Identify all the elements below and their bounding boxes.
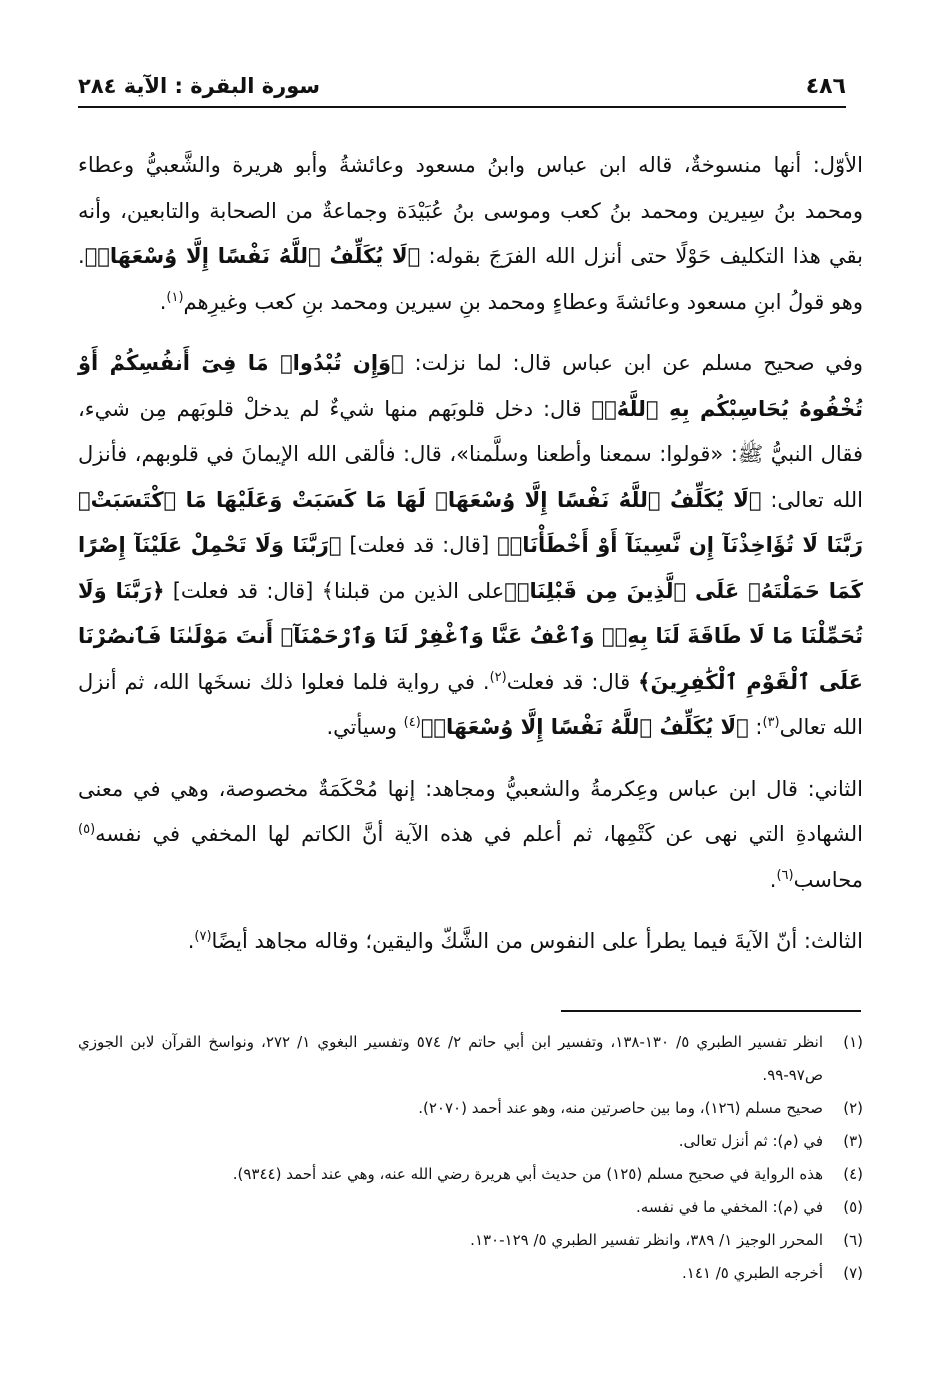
quran-verse: ﴿رَبَّنَا وَلَا تُحَمِّلْنَا مَا لَا طَاقَةَ لَنَا بِهِۦۖ وَٱعْفُ عَنَّا وَٱغْفِرْ لَنَا وَٱرْحَمْنَآۚ أَنتَ مَوْلَىٰنَا فَٱنصُرْنَا عَلَى ٱلْقَوْمِ ٱلْكَٰفِرِينَ﴾ [78,578,864,694]
footnote-text: صحيح مسلم (١٢٦)، وما بين حاصرتين منه، وهو عند أحمد (٢٠٧٠). [418,1099,823,1117]
footnote-item [78,1257,863,1290]
footnote-ref: (٤) [403,715,421,730]
footnote-item [78,1158,863,1191]
text-segment: . [187,929,195,953]
footnote-item [78,1092,863,1125]
page-number: ٤٨٦ [805,73,846,99]
footnote-item [78,1026,863,1092]
paragraph-second-opinion [78,767,863,904]
footnote-item [78,1125,863,1158]
quran-verse: ﴿رَبَّنَا وَلَا تَحْمِلْ عَلَيْنَآ إِصْرًا كَمَا حَمَلْتَهُۥ عَلَى ٱلَّذِينَ مِن قَبْلِنَاۚ﴾ [78,533,863,603]
footnote-text: في (م): المخفي ما في نفسه. [636,1198,823,1216]
text-segment: . [159,289,167,314]
footnote-divider [561,1010,861,1012]
footnote-text: المحرر الوجيز ١/ ٣٨٩، وانظر تفسير الطبري ٥/ ١٢٩-١٣٠. [470,1231,823,1249]
text-segment: : [748,715,763,739]
footnote-ref: (٦) [776,867,794,883]
footnote-item [78,1224,863,1257]
footnote-ref: (٧) [194,929,212,944]
footnote-number: (٥) [843,1198,863,1216]
footnote-ref: (٥) [78,822,96,837]
text-segment: محاسب [793,867,863,892]
footnote-text: هذه الرواية في صحيح مسلم (١٢٥) من حديث أبي هريرة رضي الله عنه، وهي عند أحمد (٩٣٤٤). [232,1165,823,1183]
footnote-text: في (م): ثم أنزل تعالى. [678,1132,823,1150]
footnote-number: (١) [843,1033,863,1051]
text-segment: الثالث: أنّ الآيةَ فيما يطرأ على النفوس من الشَّكّ واليقين؛ وقاله مجاهد أيضًا [211,929,863,953]
footnote-ref: (٣) [762,715,780,730]
footnote-ref: (١) [166,289,184,305]
footnote-item [78,1191,863,1224]
footnote-number: (٦) [843,1231,863,1249]
text-segment: . وهو قولُ ابنِ مسعود وعائشةَ وعطاءٍ ومحمد بنِ سيرين ومحمد بنِ كعب وغيرِهم [78,244,863,314]
text-segment: قال: دخل قلوبَهم منها شيءٌ لم يدخلْ قلوبَهم مِن شيء، فقال النبيُّ ﷺ: «قولوا: سمعنا وأطعنا وسلَّمنا»، قال: فألقى الله الإيمانَ في قلوبهم، فأنزل الله تعالى: [78,396,863,512]
footnote-number: (٣) [843,1132,863,1150]
footnote-number: (٤) [843,1165,863,1183]
footnote-text: أخرجه الطبري ٥/ ١٤١. [682,1264,823,1282]
footnote-number: (٧) [843,1264,863,1282]
footnote-text: انظر تفسير الطبري ٥/ ١٣٠-١٣٨، وتفسير ابن أبي حاتم ٢/ ٥٧٤ وتفسير البغوي ١/ ٢٧٢، ونواسخ القرآن لابن الجوزي ص٩٧-٩٩. [78,1033,824,1084]
text-segment: وفي صحيح مسلم عن ابن عباس قال: لما نزلت: [403,351,863,375]
quran-verse: ﴿لَا يُكَلِّفُ ٱللَّهُ نَفْسًا إِلَّا وُسْعَهَاۚ﴾ [420,715,749,739]
paragraph-third-opinion [78,919,863,965]
header-title: سورة البقرة : الآية ٢٨٤ [78,74,321,98]
quran-verse: ﴿لَا يُكَلِّفُ ٱللَّهُ نَفْسًا إِلَّا وُسْعَهَاۚ لَهَا مَا كَسَبَتْ وَعَلَيْهَا مَا ٱكْتَسَبَتْۗ رَبَّنَا لَا تُؤَاخِذْنَآ إِن نَّسِينَآ أَوْ أَخْطَأْنَاۚ﴾ [78,487,863,557]
text-segment: الثاني: قال ابن عباس وعِكرمةُ والشعبيُّ ومجاهد: إنها مُحْكَمَةٌ مخصوصة، وهي في معنى الشهادةِ التي نهى عن كَتْمِها، ثم أعلم في هذه الآية أنَّ الكاتم لها المخفي في نفسه [78,776,863,846]
main-text [78,143,863,965]
text-segment: . [769,867,777,892]
quran-verse: ﴿لَا يُكَلِّفُ ٱللَّهُ نَفْسًا إِلَّا وُسْعَهَاۚ﴾ [84,244,421,268]
paragraph-muslim-hadith [78,341,863,751]
text-segment: الأوّل: أنها منسوخةٌ، قاله ابن عباس وابنُ مسعود وعائشةُ وأبو هريرة والشَّعبيُّ وعطاء ومحمد بنُ سِيرين ومحمد بنُ كعب وموسى بنُ عُبَيْدَة وجماعةٌ من الصحابة والتابعين، وأنه بقي هذا التكليف حَوْلًا حتى أنزل الله الفرَجَ بقوله: [78,153,863,268]
text-segment: . في رواية فلما فعلوا ذلك نسخَها الله، ثم أنزل الله تعالى [78,669,863,739]
footnotes [78,1026,863,1290]
footnote-number: (٢) [843,1099,863,1117]
text-segment: وسيأتي. [326,715,404,739]
running-header [78,66,846,108]
text-segment: قال: قد فعلت [506,669,639,694]
paragraph-first-opinion [78,143,863,325]
text-segment: [قال: قد فعلت] [341,533,498,557]
footnote-ref: (٢) [489,669,507,685]
text-segment: على الذين من قبلنا﴾ [قال: قد فعلت] [164,578,505,603]
quran-verse: ﴿وَإِن تُبْدُوا۟ مَا فِىٓ أَنفُسِكُمْ أَوْ تُخْفُوهُ يُحَاسِبْكُم بِهِ ٱللَّهُۖ﴾ [78,351,863,421]
